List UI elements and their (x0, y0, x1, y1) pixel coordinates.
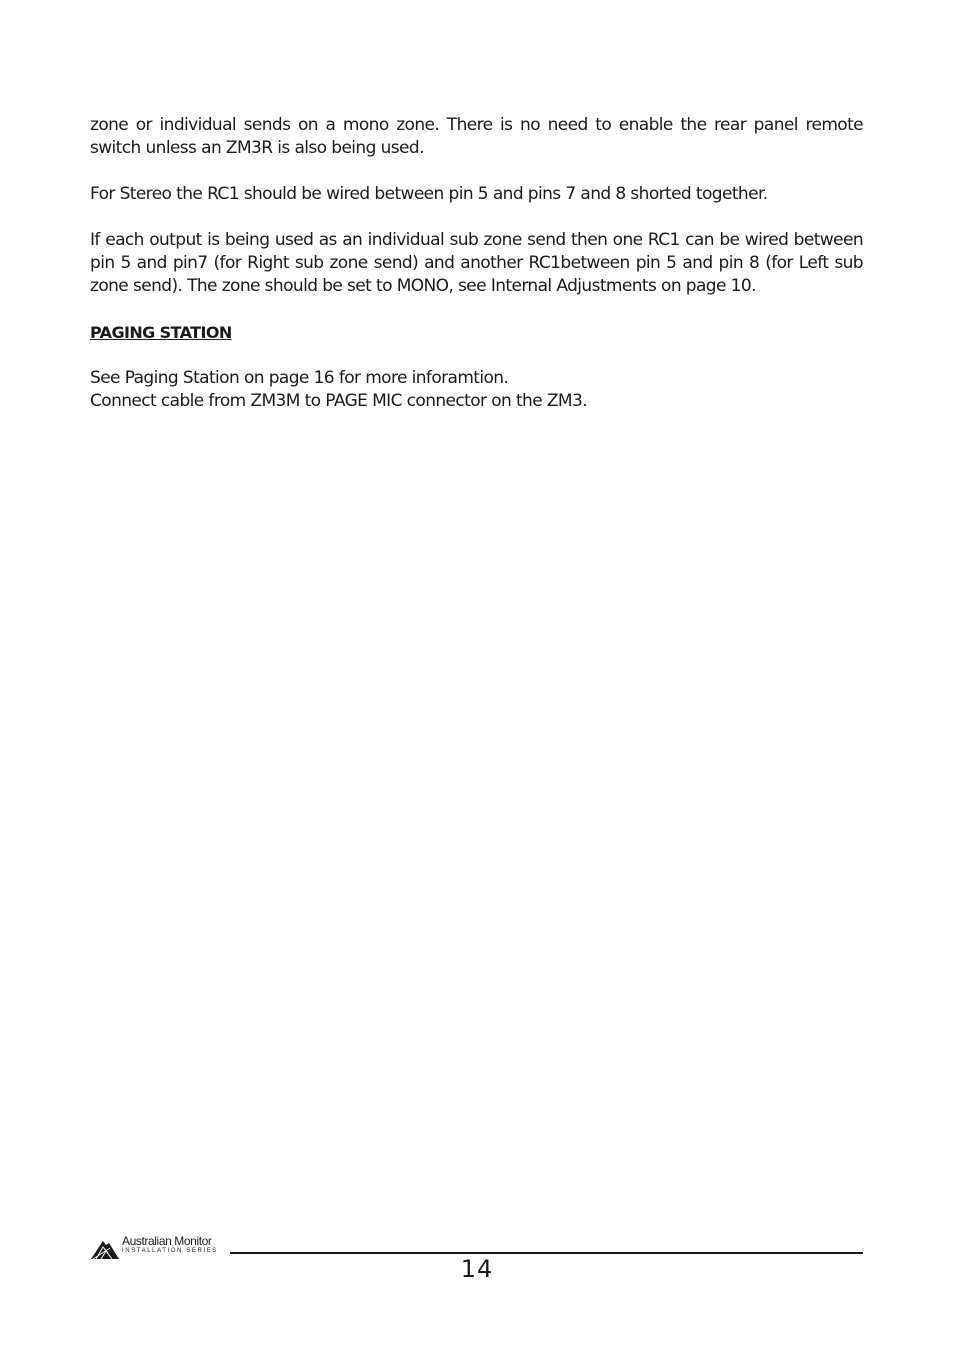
document-body (90, 114, 863, 436)
page-number: 14 (460, 1255, 494, 1283)
paragraph-sub-zone-wiring: If each output is being used as an individual sub zone send then one RC1 can be wired between pin 5 and pin7 (for Right sub zone send) and another RC1between pin 5 and pin 8 (for Left sub zone send). The zone should be set to MONO, see Internal Adjustments on page 10. (90, 230, 863, 296)
logo-series-name: INSTALLATION SERIES (122, 1248, 218, 1254)
paging-line-1: See Paging Station on page 16 for more inforamtion. (90, 368, 509, 388)
paragraph-stereo-wiring: For Stereo the RC1 should be wired between pin 5 and pins 7 and 8 shorted together. (90, 184, 768, 204)
paragraph-mono-zone: zone or individual sends on a mono zone. There is no need to enable the rear panel remote switch unless an ZM3R is also being used. (90, 115, 863, 158)
paragraph-paging-station (90, 367, 863, 413)
mountain-logo-icon (90, 1236, 120, 1260)
heading-paging-station: PAGING STATION (90, 323, 232, 342)
paging-line-2: Connect cable from ZM3M to PAGE MIC connector on the ZM3. (90, 391, 588, 411)
logo-brand-name: Australian Monitor (122, 1234, 212, 1248)
footer-divider (230, 1252, 863, 1254)
